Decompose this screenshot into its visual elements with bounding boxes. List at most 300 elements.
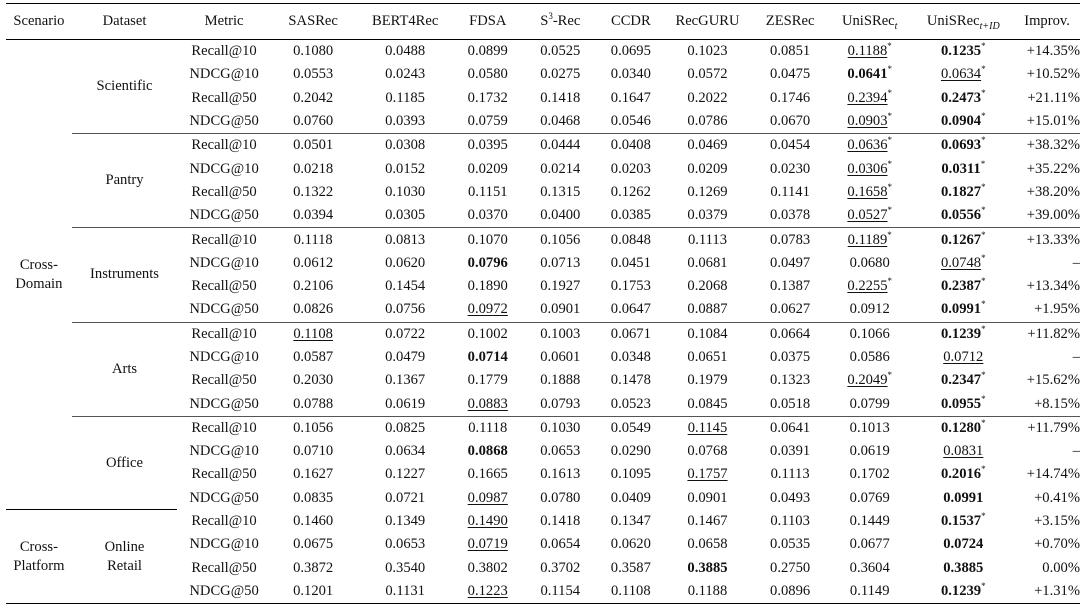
value-cell	[521, 557, 600, 580]
value-text: 0.0641	[770, 419, 811, 436]
value-text: 0.1418	[540, 513, 581, 530]
metric-cell: NDCG@10	[189, 254, 259, 271]
value-text: 0.0903	[847, 113, 888, 130]
value-text: 0.2347	[940, 372, 982, 389]
value-cell	[913, 392, 1015, 416]
value-cell	[753, 275, 827, 298]
value-text: 0.1460	[293, 513, 334, 530]
value-cell	[355, 416, 455, 440]
value-cell	[521, 369, 600, 392]
value-text: 0.1235	[940, 43, 982, 60]
value-text: 0.0587	[293, 349, 334, 365]
value-cell	[455, 204, 521, 228]
header-improv: Improv.	[1024, 13, 1070, 29]
value-cell	[753, 440, 827, 463]
value-text: 0.1149	[849, 582, 890, 599]
improv-cell: +1.95%	[1034, 301, 1080, 318]
significance-marker: *	[981, 64, 986, 75]
value-cell	[455, 157, 521, 180]
value-text: 0.0721	[385, 489, 426, 506]
value-cell	[662, 204, 754, 228]
significance-marker: *	[981, 323, 986, 334]
metric-cell: Recall@10	[177, 228, 271, 252]
value-cell	[521, 346, 600, 369]
improv-cell: 0.00%	[1042, 559, 1080, 576]
value-cell	[600, 557, 662, 580]
value-cell	[662, 510, 754, 533]
value-text: 0.1490	[467, 513, 508, 530]
value-cell	[827, 275, 913, 298]
value-cell	[355, 110, 455, 134]
value-cell	[521, 275, 600, 298]
value-cell	[455, 134, 521, 158]
value-text: 0.1613	[540, 466, 581, 483]
value-text: 0.0786	[687, 113, 728, 130]
value-text: 0.0653	[540, 443, 581, 460]
significance-marker: *	[887, 64, 893, 75]
value-text: 0.1454	[385, 278, 426, 295]
value-cell	[521, 228, 600, 252]
value-cell	[600, 510, 662, 533]
header-unisrec-t-base: UniSRec	[841, 13, 895, 29]
improv-cell: +21.11%	[1027, 89, 1080, 106]
value-cell	[455, 275, 521, 298]
value-text: 0.0209	[687, 160, 728, 177]
value-cell	[271, 181, 356, 204]
header-metric: Metric	[204, 13, 244, 29]
header-bert4rec: BERT4Rec	[371, 13, 439, 29]
value-cell	[827, 533, 913, 556]
improv-cell: +11.79%	[1014, 416, 1080, 440]
header-unisrec-t-sub: t	[894, 20, 898, 32]
value-text: 0.0152	[385, 160, 426, 177]
value-text: 0.0308	[385, 137, 426, 154]
value-text: 0.1023	[687, 43, 728, 60]
value-cell	[913, 63, 1015, 86]
value-cell	[662, 252, 754, 275]
value-text: 0.0311	[941, 160, 981, 177]
value-text: 0.1003	[540, 325, 581, 342]
value-cell	[271, 228, 356, 252]
value-text: 0.1070	[467, 231, 508, 248]
improv-cell: +10.52%	[1026, 66, 1080, 83]
value-cell	[600, 181, 662, 204]
value-text: 0.0379	[687, 207, 728, 224]
value-text: 0.0724	[943, 536, 984, 553]
value-text: 0.1349	[385, 513, 426, 530]
value-cell	[827, 346, 913, 369]
value-text: 0.1702	[849, 466, 890, 483]
value-cell	[355, 510, 455, 533]
significance-marker: *	[981, 205, 986, 216]
value-text: 0.0370	[467, 207, 508, 224]
improv-cell: +38.32%	[1014, 134, 1080, 158]
significance-marker: *	[887, 182, 893, 193]
value-text: 0.0619	[385, 395, 426, 412]
value-text: 0.0651	[687, 349, 728, 365]
value-cell	[827, 157, 913, 180]
value-text: 0.0501	[293, 137, 334, 154]
results-table	[6, 3, 1080, 604]
scenario-cell	[6, 510, 72, 604]
value-text: 0.0408	[610, 137, 651, 154]
metric-cell: NDCG@10	[189, 536, 259, 553]
value-cell	[827, 463, 913, 486]
value-text: 0.1056	[540, 231, 581, 248]
value-text: 0.0796	[467, 254, 508, 271]
significance-marker: *	[981, 276, 986, 287]
value-cell	[753, 40, 827, 64]
metric-cell: NDCG@50	[189, 207, 259, 224]
improv-cell: +15.01%	[1026, 113, 1080, 130]
significance-marker: *	[887, 135, 893, 146]
value-text: 0.2016	[940, 466, 982, 483]
value-text: 0.1223	[467, 582, 508, 599]
value-cell	[662, 557, 754, 580]
table-row	[6, 228, 1080, 252]
value-text: 0.2394	[847, 89, 888, 106]
value-cell	[271, 416, 356, 440]
metric-cell: Recall@10	[191, 43, 257, 60]
value-cell	[662, 110, 754, 134]
value-text: 0.2022	[687, 89, 728, 106]
value-cell	[600, 463, 662, 486]
value-text: 0.1367	[385, 372, 426, 389]
value-cell	[600, 87, 662, 110]
value-text: 0.0306	[847, 160, 888, 177]
value-text: 0.1145	[687, 419, 728, 436]
value-cell	[827, 580, 913, 604]
value-text: 0.0378	[770, 207, 811, 224]
value-cell	[455, 416, 521, 440]
value-text: 0.0636	[847, 137, 888, 154]
value-text: 0.0444	[540, 137, 581, 154]
value-cell	[600, 134, 662, 158]
header-s3rec-sup: 3	[548, 11, 553, 22]
scenario-label-line1: Cross-	[19, 538, 58, 555]
value-cell	[827, 557, 913, 580]
dataset-name-line1: Office	[106, 454, 144, 471]
value-text: 0.3885	[687, 559, 728, 576]
significance-marker: *	[981, 229, 986, 240]
table-row	[6, 416, 1080, 440]
value-cell	[455, 533, 521, 556]
value-text: 0.1467	[687, 513, 728, 530]
value-text: 0.3872	[293, 559, 334, 576]
value-cell	[355, 228, 455, 252]
value-text: 0.0305	[385, 207, 426, 224]
value-text: 0.1746	[770, 89, 811, 106]
dataset-cell	[72, 322, 177, 416]
value-cell	[662, 533, 754, 556]
value-text: 0.0394	[293, 207, 334, 224]
value-text: 0.1537	[940, 513, 982, 530]
value-cell	[355, 557, 455, 580]
value-cell	[662, 134, 754, 158]
value-cell	[662, 275, 754, 298]
significance-marker: *	[981, 464, 986, 475]
value-cell	[662, 392, 754, 416]
improv-cell: +1.31%	[1034, 582, 1080, 599]
value-text: 0.0209	[467, 160, 508, 177]
value-cell	[753, 322, 827, 346]
value-text: 0.0348	[610, 349, 651, 365]
value-text: 0.0675	[293, 536, 334, 553]
value-cell	[913, 110, 1015, 134]
metric-cell: Recall@10	[177, 134, 271, 158]
value-cell	[662, 369, 754, 392]
value-text: 0.0214	[540, 160, 581, 177]
value-cell	[521, 87, 600, 110]
value-text: 0.0912	[849, 301, 890, 318]
value-text: 0.1118	[468, 419, 508, 436]
value-cell	[913, 440, 1015, 463]
header-s3rec	[521, 4, 600, 40]
improv-cell: +13.33%	[1014, 228, 1080, 252]
value-cell	[521, 440, 600, 463]
value-cell	[455, 181, 521, 204]
value-cell	[913, 275, 1015, 298]
value-text: 0.0901	[540, 301, 581, 318]
value-cell	[521, 416, 600, 440]
value-text: 0.0391	[770, 443, 811, 460]
value-text: 0.0759	[467, 113, 508, 130]
value-text: 0.0680	[849, 254, 890, 271]
value-cell	[521, 134, 600, 158]
value-text: 0.0523	[610, 395, 651, 412]
value-cell	[827, 416, 913, 440]
value-cell	[827, 369, 913, 392]
table-row	[6, 322, 1080, 346]
value-cell	[521, 252, 600, 275]
value-text: 0.0851	[770, 43, 811, 60]
value-cell	[271, 87, 356, 110]
value-cell	[913, 487, 1015, 510]
header-unisrec-tid	[913, 4, 1015, 40]
value-text: 0.0290	[610, 443, 651, 460]
value-text: 0.0527	[847, 207, 888, 224]
header-unisrec-t	[827, 4, 913, 40]
value-cell	[753, 252, 827, 275]
value-text: 0.1779	[467, 372, 508, 389]
value-cell	[355, 40, 455, 64]
value-text: 0.1113	[687, 231, 728, 248]
value-text: 0.0634	[385, 443, 426, 460]
value-text: 0.0793	[540, 395, 581, 412]
value-cell	[455, 63, 521, 86]
header-recguru: RecGURU	[675, 13, 740, 29]
value-cell	[913, 322, 1015, 346]
dataset-name-line2: Retail	[107, 557, 142, 574]
value-cell	[271, 510, 356, 533]
value-text: 0.1647	[610, 89, 651, 106]
value-cell	[827, 298, 913, 322]
value-cell	[521, 63, 600, 86]
dataset-name-line1: Online	[104, 538, 145, 555]
value-text: 0.1269	[687, 183, 728, 200]
value-text: 0.1227	[385, 466, 426, 483]
value-cell	[271, 580, 356, 604]
value-cell	[913, 87, 1015, 110]
value-cell	[355, 440, 455, 463]
value-text: 0.2049	[847, 372, 888, 389]
value-cell	[913, 510, 1015, 533]
value-cell	[913, 557, 1015, 580]
value-text: 0.1066	[849, 325, 890, 342]
value-text: 0.0868	[467, 443, 508, 460]
value-text: 0.0620	[610, 536, 651, 553]
significance-marker: *	[981, 418, 986, 429]
value-text: 0.1890	[467, 278, 508, 295]
value-cell	[600, 580, 662, 604]
header-s3rec-rest: -Rec	[552, 13, 581, 29]
value-cell	[455, 87, 521, 110]
value-text: 0.3702	[540, 559, 581, 576]
value-text: 0.0845	[687, 395, 728, 412]
significance-marker: *	[981, 135, 986, 146]
value-cell	[753, 416, 827, 440]
value-cell	[355, 63, 455, 86]
value-text: 0.1118	[293, 231, 333, 248]
value-text: 0.0400	[540, 207, 581, 224]
value-cell	[271, 487, 356, 510]
dataset-cell	[72, 134, 177, 228]
table-row	[6, 510, 1080, 533]
value-cell	[913, 463, 1015, 486]
improv-cell: –	[1072, 443, 1080, 460]
value-cell	[913, 533, 1015, 556]
header-scenario: Scenario	[13, 13, 65, 29]
value-cell	[600, 369, 662, 392]
value-text: 0.0710	[293, 443, 334, 460]
value-text: 0.0493	[770, 489, 811, 506]
value-cell	[355, 134, 455, 158]
value-text: 0.0475	[770, 66, 811, 83]
value-text: 0.0230	[770, 160, 811, 177]
header-unisrec-tid-base: UniSRec	[926, 13, 980, 29]
value-cell	[753, 204, 827, 228]
value-cell	[753, 63, 827, 86]
value-cell	[662, 181, 754, 204]
value-cell	[271, 63, 356, 86]
value-text: 0.0479	[385, 349, 426, 365]
value-cell	[913, 181, 1015, 204]
value-cell	[600, 40, 662, 64]
header-ccdr: CCDR	[610, 13, 651, 29]
metric-cell: NDCG@10	[189, 443, 259, 460]
value-text: 0.1108	[293, 325, 333, 342]
table-body	[6, 40, 1080, 604]
metric-cell: Recall@50	[191, 183, 257, 200]
value-cell	[753, 533, 827, 556]
significance-marker: *	[981, 111, 986, 122]
value-cell	[827, 510, 913, 533]
value-text: 0.1478	[610, 372, 651, 389]
value-text: 0.0681	[687, 254, 728, 271]
value-cell	[827, 87, 913, 110]
significance-marker: *	[887, 370, 893, 381]
value-text: 0.1188	[687, 582, 728, 599]
improv-cell: +14.35%	[1026, 43, 1080, 60]
value-text: 0.0619	[849, 443, 890, 460]
value-text: 0.2106	[293, 278, 334, 295]
value-text: 0.3802	[467, 559, 508, 576]
value-text: 0.0572	[687, 66, 728, 83]
value-cell	[521, 533, 600, 556]
value-text: 0.0658	[687, 536, 728, 553]
value-cell	[827, 204, 913, 228]
value-text: 0.0712	[943, 349, 984, 365]
value-cell	[827, 440, 913, 463]
value-text: 0.1185	[385, 89, 425, 106]
value-text: 0.0654	[540, 536, 581, 553]
value-cell	[600, 252, 662, 275]
value-text: 0.0987	[467, 489, 508, 506]
value-cell	[913, 416, 1015, 440]
scenario-cell	[6, 40, 72, 510]
value-text: 0.0535	[770, 536, 811, 553]
value-text: 0.0340	[610, 66, 651, 83]
value-text: 0.0634	[940, 66, 982, 83]
value-cell	[355, 275, 455, 298]
value-text: 0.1030	[385, 183, 426, 200]
value-text: 0.0468	[540, 113, 581, 130]
value-text: 0.1002	[467, 325, 508, 342]
value-text: 0.1103	[770, 513, 810, 530]
value-text: 0.1927	[540, 278, 581, 295]
value-text: 0.1732	[467, 89, 508, 106]
value-text: 0.0525	[540, 43, 581, 60]
header-zesrec: ZESRec	[765, 13, 815, 29]
improv-cell: +15.62%	[1026, 372, 1080, 389]
value-text: 0.0713	[540, 254, 581, 271]
improv-cell: +3.15%	[1034, 513, 1080, 530]
value-cell	[455, 40, 521, 64]
value-text: 0.2750	[770, 559, 811, 576]
dataset-cell	[72, 416, 177, 510]
value-text: 0.0670	[770, 113, 811, 130]
value-cell	[521, 110, 600, 134]
value-cell	[913, 40, 1015, 64]
value-cell	[455, 110, 521, 134]
value-cell	[827, 228, 913, 252]
value-cell	[600, 322, 662, 346]
value-text: 0.0549	[610, 419, 651, 436]
value-text: 0.2255	[847, 278, 888, 295]
value-text: 0.1080	[293, 43, 334, 60]
value-cell	[355, 181, 455, 204]
value-text: 0.1665	[467, 466, 508, 483]
significance-marker: *	[981, 299, 986, 310]
value-cell	[662, 298, 754, 322]
value-cell	[600, 440, 662, 463]
value-text: 0.1141	[770, 183, 810, 200]
value-text: 0.1888	[540, 372, 581, 389]
value-cell	[455, 346, 521, 369]
value-text: 0.0395	[467, 137, 508, 154]
value-cell	[753, 487, 827, 510]
value-cell	[355, 252, 455, 275]
value-cell	[662, 346, 754, 369]
value-text: 0.0203	[610, 160, 651, 177]
value-text: 0.0393	[385, 113, 426, 130]
value-text: 0.0553	[293, 66, 334, 83]
value-cell	[600, 298, 662, 322]
table-row	[6, 134, 1080, 158]
improv-cell: +11.82%	[1014, 322, 1080, 346]
value-cell	[355, 487, 455, 510]
metric-cell: Recall@50	[191, 278, 257, 295]
